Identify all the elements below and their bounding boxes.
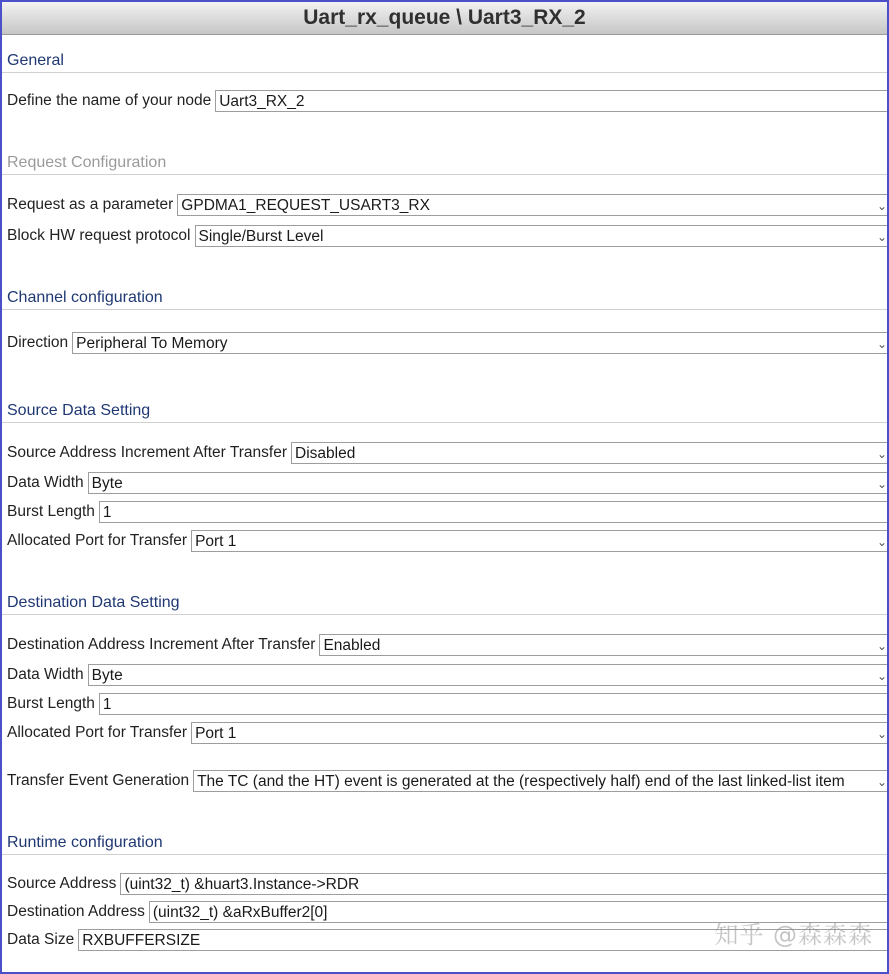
transfer-event-value: The TC (and the HT) event is generated at the (respectively half) end of the last linked-list item — [197, 773, 845, 790]
chevron-down-icon: ⌄ — [876, 337, 887, 351]
source-address-label: Source Address — [7, 875, 117, 892]
chevron-down-icon: ⌄ — [876, 199, 887, 213]
row-dest-addr-inc — [2, 633, 887, 657]
row-transfer-event — [2, 769, 887, 793]
request-param-select[interactable] — [177, 194, 889, 216]
source-data-width-select[interactable] — [88, 472, 889, 494]
row-source-burst-length — [2, 500, 887, 524]
source-burst-length-value: 1 — [102, 504, 112, 521]
transfer-event-label: Transfer Event Generation — [7, 772, 190, 789]
source-address-input[interactable] — [120, 873, 889, 895]
dest-burst-length-value: 1 — [102, 696, 112, 713]
block-hw-label: Block HW request protocol — [7, 227, 191, 244]
dest-data-width-value: Byte — [91, 667, 123, 684]
chevron-down-icon: ⌄ — [876, 669, 887, 683]
row-source-addr-inc — [2, 441, 887, 465]
row-dest-data-width — [2, 663, 887, 687]
watermark: 知乎 @森森森 — [714, 921, 873, 949]
node-name-value: Uart3_RX_2 — [219, 93, 305, 110]
source-port-label: Allocated Port for Transfer — [7, 532, 188, 549]
dest-addr-inc-label: Destination Address Increment After Transfer — [7, 636, 316, 653]
chevron-down-icon: ⌄ — [876, 727, 887, 741]
chevron-down-icon: ⌄ — [876, 230, 887, 244]
block-hw-select[interactable] — [195, 225, 889, 247]
dest-data-width-label: Data Width — [7, 666, 84, 683]
chevron-down-icon: ⌄ — [876, 535, 887, 549]
window-title: Uart_rx_queue \ Uart3_RX_2 — [2, 2, 887, 35]
section-general: General — [2, 50, 887, 73]
source-data-width-value: Byte — [91, 475, 123, 492]
source-burst-length-label: Burst Length — [7, 503, 95, 520]
source-address-value: (uint32_t) &huart3.Instance->RDR — [124, 876, 360, 893]
dest-port-value: Port 1 — [195, 725, 237, 742]
dest-addr-inc-select[interactable] — [319, 634, 889, 656]
destination-address-value: (uint32_t) &aRxBuffer2[0] — [152, 904, 328, 921]
row-request-param — [2, 193, 887, 217]
direction-value: Peripheral To Memory — [76, 335, 228, 352]
source-data-width-label: Data Width — [7, 474, 84, 491]
request-param-value: GPDMA1_REQUEST_USART3_RX — [181, 197, 430, 214]
dest-addr-inc-value: Enabled — [323, 637, 381, 654]
row-node-name — [2, 89, 887, 113]
direction-select[interactable] — [72, 332, 889, 354]
source-addr-inc-label: Source Address Increment After Transfer — [7, 444, 287, 461]
row-source-data-width — [2, 471, 887, 495]
request-param-label: Request as a parameter — [7, 196, 174, 213]
row-dest-burst-length — [2, 692, 887, 716]
dest-data-width-select[interactable] — [88, 664, 889, 686]
dest-burst-length-label: Burst Length — [7, 695, 95, 712]
direction-label: Direction — [7, 334, 69, 351]
chevron-down-icon: ⌄ — [876, 477, 887, 491]
source-addr-inc-select[interactable] — [291, 442, 889, 464]
dest-port-select[interactable] — [191, 722, 889, 744]
section-channel-configuration: Channel configuration — [2, 287, 887, 310]
source-burst-length-input[interactable] — [99, 501, 889, 523]
dest-burst-length-input[interactable] — [99, 693, 889, 715]
section-destination-data-setting: Destination Data Setting — [2, 592, 887, 615]
row-block-hw — [2, 224, 887, 248]
node-name-label: Define the name of your node — [7, 92, 212, 109]
source-addr-inc-value: Disabled — [295, 445, 356, 462]
source-port-value: Port 1 — [195, 533, 237, 550]
chevron-down-icon: ⌄ — [876, 447, 887, 461]
source-port-select[interactable] — [191, 530, 889, 552]
section-runtime-configuration: Runtime configuration — [2, 832, 887, 855]
chevron-down-icon: ⌄ — [876, 639, 887, 653]
destination-address-label: Destination Address — [7, 903, 145, 920]
data-size-value: RXBUFFERSIZE — [82, 932, 201, 949]
data-size-label: Data Size — [7, 931, 75, 948]
chevron-down-icon: ⌄ — [876, 775, 887, 789]
row-source-port — [2, 529, 887, 553]
row-direction — [2, 331, 887, 355]
row-source-address — [2, 872, 887, 896]
node-name-input[interactable] — [215, 90, 889, 112]
dest-port-label: Allocated Port for Transfer — [7, 724, 188, 741]
transfer-event-select[interactable] — [193, 770, 889, 792]
row-dest-port — [2, 721, 887, 745]
section-source-data-setting: Source Data Setting — [2, 400, 887, 423]
section-request-configuration: Request Configuration — [2, 152, 887, 175]
block-hw-value: Single/Burst Level — [198, 228, 324, 245]
